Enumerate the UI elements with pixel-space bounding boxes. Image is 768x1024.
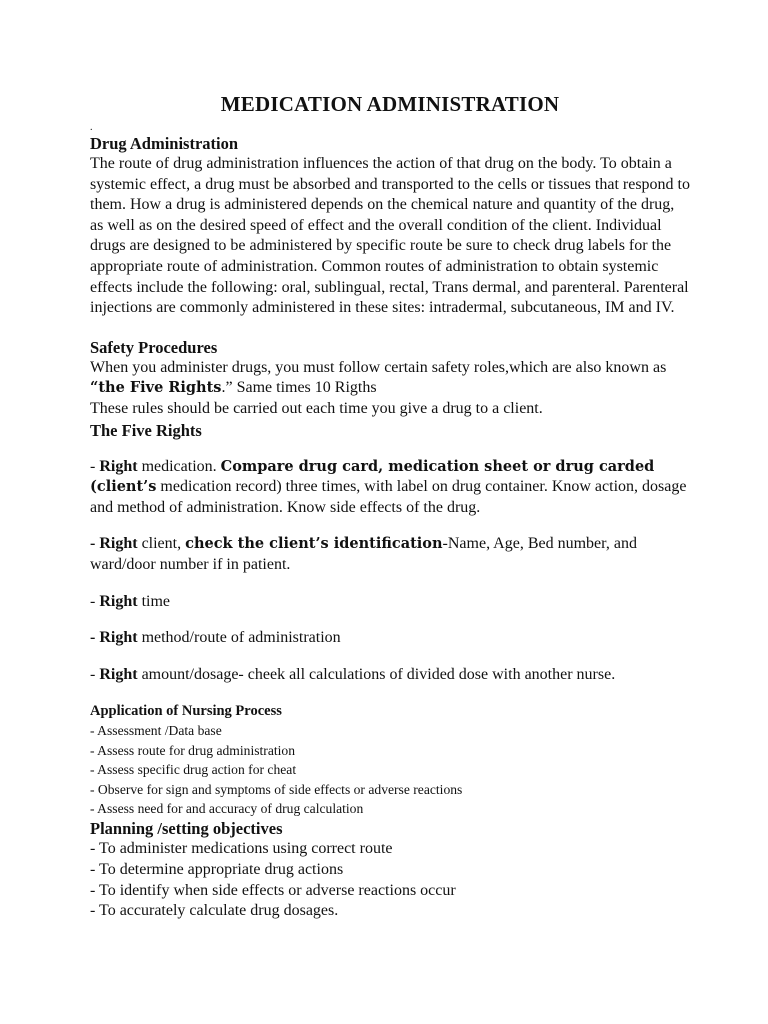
right-client-text: client, <box>137 535 186 553</box>
five-rights-quote: “the Five Rights <box>90 379 222 397</box>
right-label: Right <box>99 665 138 683</box>
list-item: - To administer medications using correct route <box>90 840 393 858</box>
section-spacer <box>90 319 690 337</box>
right-time-item <box>90 592 690 613</box>
right-client-text-rest: -Name, Age, Bed number, and ward/door number if in patient. <box>90 535 637 573</box>
section-heading-nursing-process: Application of Nursing Process <box>90 703 282 720</box>
safety-text-b: .” Same times 10 Rigths <box>221 379 377 397</box>
list-item: - To determine appropriate drug actions <box>90 860 344 878</box>
right-medication-emphasis: Compare drug card, medication sheet or drug carded (client’s <box>90 457 655 496</box>
list-dash: - <box>90 629 100 647</box>
stray-mark: . <box>90 122 93 133</box>
safety-rules-line: These rules should be carried out each time you give a drug to a client. <box>90 399 543 417</box>
list-item: - Observe for sign and symptoms of side effects or adverse reactions <box>90 781 463 797</box>
list-dash: - <box>90 665 100 683</box>
list-item: - Assessment /Data base <box>90 723 222 739</box>
right-label: Right <box>99 592 138 610</box>
list-dash: - <box>90 457 100 475</box>
drug-administration-paragraph: The route of drug administration influences the action of that drug on the body. To obtain a systemic effect, a drug must be absorbed and transported to the cells or tissues that respond to them. How a drug is administered depends on the chemical nature and quantity of the drug, as well as on the desired speed of effect and the overall condition of the client. Individual drugs are designed to be administered by specific route be sure to check drug labels for the appropriate route of administration. Common routes of administration to obtain systemic effects include the following: oral, sublingual, rectal, Trans dermal, and parenteral. Parenteral injections are commonly administered in these sites: intradermal, subcutaneous, IM and IV. <box>90 155 690 317</box>
safety-paragraph <box>90 358 690 399</box>
document-page <box>90 92 690 922</box>
section-heading-drug-administration: Drug Administration <box>90 134 239 153</box>
planning-list <box>90 839 690 921</box>
right-medication-item <box>90 457 690 519</box>
section-heading-safety-procedures: Safety Procedures <box>90 337 218 357</box>
safety-text-a: When you administer drugs, you must follow certain safety roles,which are also known as <box>90 358 667 376</box>
nursing-process-list <box>90 721 690 818</box>
list-item: - Assess need for and accuracy of drug calculation <box>90 800 364 816</box>
section-heading-planning: Planning /setting objectives <box>90 819 283 839</box>
right-label: Right <box>99 535 138 553</box>
right-time-text: time <box>137 592 170 610</box>
list-dash: - <box>90 592 100 610</box>
right-label: Right <box>99 629 138 647</box>
right-client-item <box>90 534 690 575</box>
right-medication-text: medication. <box>137 457 221 475</box>
right-method-text: method/route of administration <box>137 629 341 647</box>
list-dash: - <box>90 535 100 553</box>
right-label: Right <box>99 457 138 475</box>
list-item: - To accurately calculate drug dosages. <box>90 902 339 920</box>
page-title: MEDICATION ADMINISTRATION <box>220 92 560 116</box>
right-method-item <box>90 628 690 649</box>
right-amount-text: amount/dosage- cheek all calculations of divided dose with another nurse. <box>137 665 616 683</box>
right-medication-text-rest: medication record) three times, with label on drug container. Know action, dosage and method of administration. Know side effects of the drug. <box>90 478 687 516</box>
right-client-emphasis: check the client’s identification <box>185 535 443 553</box>
section-heading-five-rights: The Five Rights <box>90 420 202 440</box>
list-item: - Assess specific drug action for cheat <box>90 762 297 778</box>
list-item: - To identify when side effects or adverse reactions occur <box>90 881 456 899</box>
list-item: - Assess route for drug administration <box>90 742 296 758</box>
right-amount-item <box>90 665 690 686</box>
